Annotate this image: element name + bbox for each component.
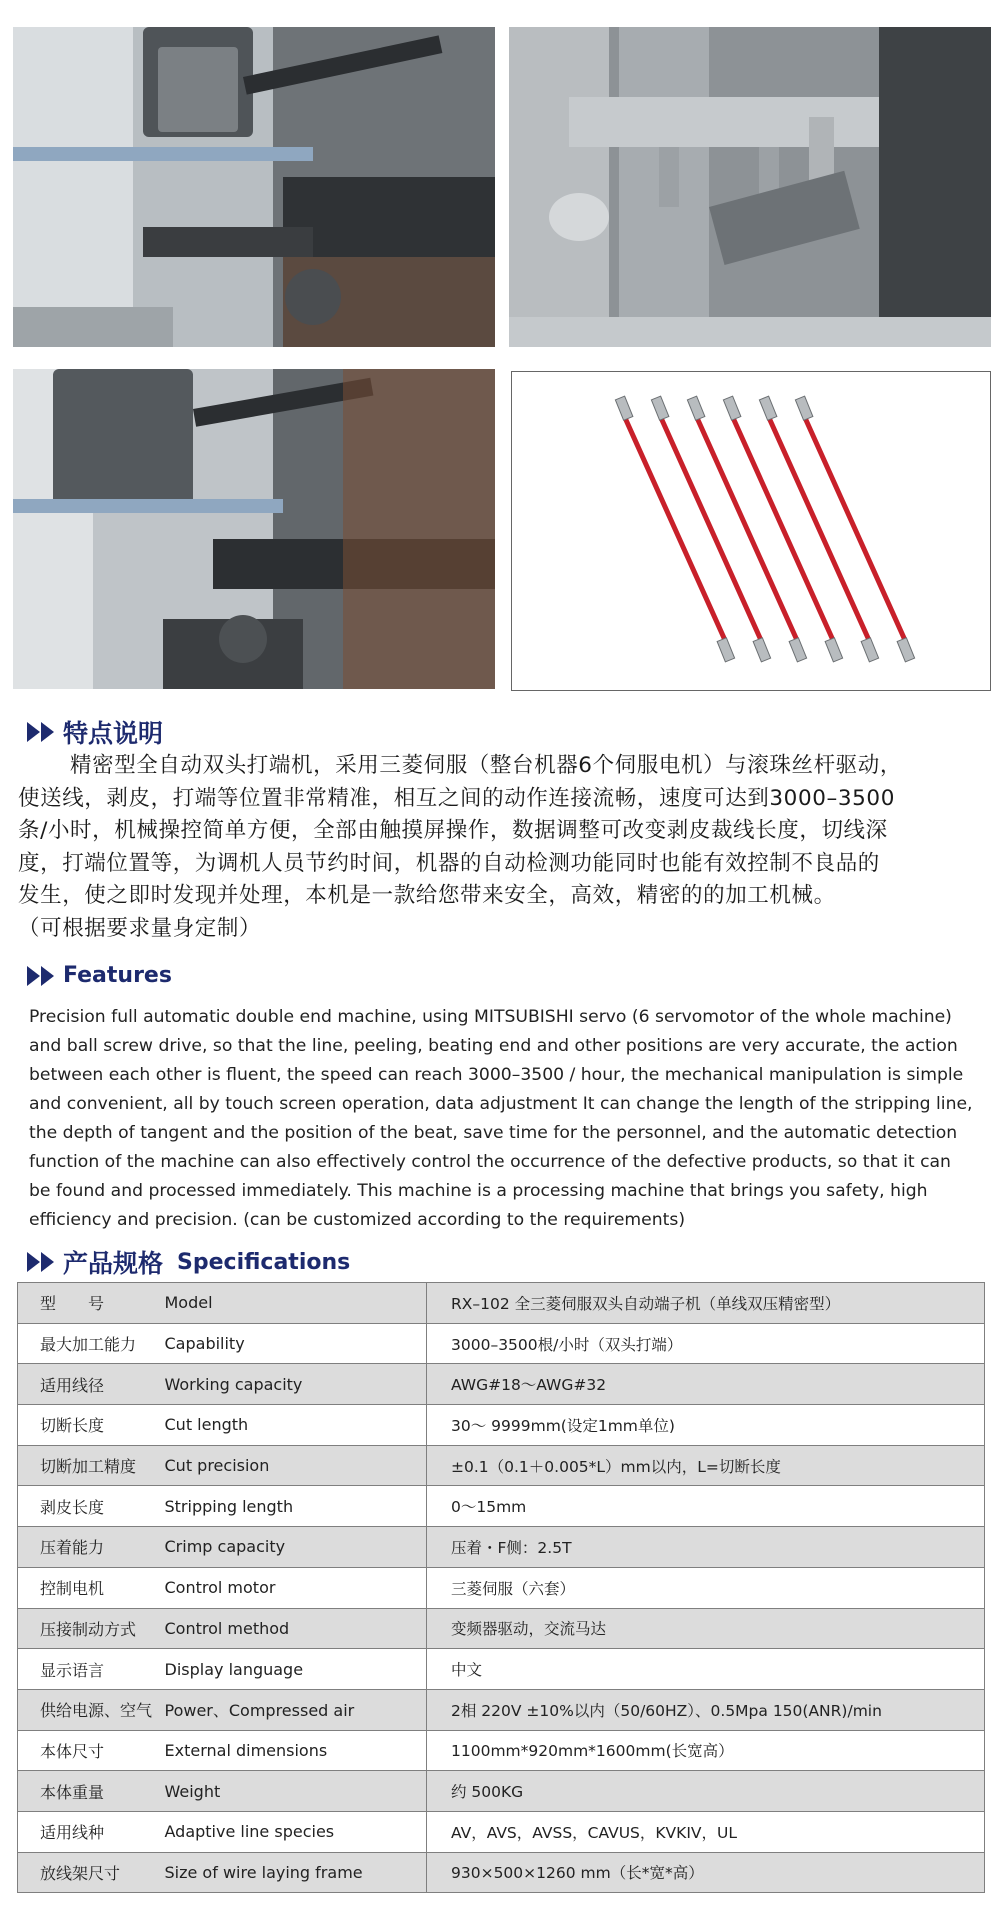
wire-harness	[615, 396, 734, 662]
spec-label-en: Model	[155, 1283, 427, 1324]
wire-harness	[723, 396, 842, 662]
spec-value: 约 500KG	[427, 1771, 985, 1812]
spec-label-en: Adaptive line species	[155, 1811, 427, 1852]
spec-label-en: Cut precision	[155, 1445, 427, 1486]
description-line: 使送线，剥皮，打端等位置非常精准，相互之间的动作连接流畅，速度可达到3000–3500	[18, 785, 895, 811]
spec-value: 0～15mm	[427, 1486, 985, 1527]
spec-value: 中文	[427, 1649, 985, 1690]
product-photo-wire-harness	[511, 371, 991, 691]
spec-label-cn: 压接制动方式	[18, 1608, 155, 1649]
wire-harness	[759, 396, 878, 662]
spec-row	[18, 1852, 985, 1893]
spec-label-cn: 本体重量	[18, 1771, 155, 1812]
wire-harness	[651, 396, 770, 662]
spec-value: 930×500×1260 mm（长*宽*高）	[427, 1852, 985, 1893]
machine-photo-crimp-head	[13, 27, 495, 347]
spec-label-cn: 本体尺寸	[18, 1730, 155, 1771]
description-line: and convenient, all by touch screen operation, data adjustment It can change the length of the stripping line,	[29, 1094, 973, 1114]
spec-label-cn: 型 号	[18, 1283, 155, 1324]
spec-label-en: External dimensions	[155, 1730, 427, 1771]
spec-label-cn: 适用线种	[18, 1811, 155, 1852]
spec-label-en: Working capacity	[155, 1364, 427, 1405]
spec-label-cn: 放线架尺寸	[18, 1852, 155, 1893]
spec-label-cn: 适用线径	[18, 1364, 155, 1405]
spec-label-cn: 显示语言	[18, 1649, 155, 1690]
section-heading-features-cn	[27, 714, 163, 750]
spec-label-en: Control method	[155, 1608, 427, 1649]
specifications-table	[17, 1282, 985, 1893]
spec-row	[18, 1771, 985, 1812]
spec-row	[18, 1649, 985, 1690]
spec-label-en: Cut length	[155, 1405, 427, 1446]
double-arrow-icon	[27, 966, 55, 986]
spec-value: 1100mm*920mm*1600mm(长宽高）	[427, 1730, 985, 1771]
spec-row	[18, 1486, 985, 1527]
spec-label-en: Control motor	[155, 1567, 427, 1608]
description-line: 条/小时，机械操控简单方便，全部由触摸屏操作，数据调整可改变剥皮裁线长度，切线深	[18, 818, 888, 843]
section-title: Features	[63, 963, 172, 988]
spec-label-en: Capability	[155, 1323, 427, 1364]
spec-value: AWG#18～AWG#32	[427, 1364, 985, 1405]
description-line: and ball screw drive, so that the line, peeling, beating end and other positions are very accurate, the action	[29, 1036, 958, 1056]
spec-value: 30～ 9999mm(设定1mm单位)	[427, 1405, 985, 1446]
spec-value: 变频器驱动，交流马达	[427, 1608, 985, 1649]
spec-row	[18, 1730, 985, 1771]
double-arrow-icon	[27, 722, 55, 742]
spec-value: 3000–3500根/小时（双头打端）	[427, 1323, 985, 1364]
spec-value: 压着・F侧：2.5T	[427, 1527, 985, 1568]
spec-label-cn: 切断加工精度	[18, 1445, 155, 1486]
spec-label-cn: 供给电源、空气	[18, 1689, 155, 1730]
spec-row	[18, 1811, 985, 1852]
double-arrow-icon	[27, 1252, 55, 1272]
spec-label-cn: 最大加工能力	[18, 1323, 155, 1364]
spec-label-cn: 切断长度	[18, 1405, 155, 1446]
spec-label-cn: 控制电机	[18, 1567, 155, 1608]
spec-value: 三菱伺服（六套）	[427, 1567, 985, 1608]
spec-value: 2相 220V ±10%以内（50/60HZ）、0.5Mpa 150(ANR)/min	[427, 1689, 985, 1730]
spec-row	[18, 1405, 985, 1446]
section-title-cn: 产品规格	[63, 1249, 164, 1278]
spec-value: AV，AVS，AVSS，CAVUS，KVKIV，UL	[427, 1811, 985, 1852]
section-title-en: Specifications	[177, 1249, 351, 1275]
description-line: between each other is fluent, the speed can reach 3000–3500 / hour, the mechanical manipulation is simple	[29, 1065, 964, 1085]
spec-label-en: Weight	[155, 1771, 427, 1812]
description-line: 发生，使之即时发现并处理，本机是一款给您带来安全，高效，精密的的加工机械。	[18, 883, 836, 908]
description-line: the depth of tangent and the position of the beat, save time for the personnel, and the automatic detection	[29, 1123, 958, 1143]
spec-label-en: Power、Compressed air	[155, 1689, 427, 1730]
spec-row	[18, 1689, 985, 1730]
spec-row	[18, 1323, 985, 1364]
spec-label-en: Display language	[155, 1649, 427, 1690]
spec-row	[18, 1445, 985, 1486]
section-title: 特点说明	[63, 719, 164, 748]
description-line: 度，打端位置等，为调机人员节约时间，机器的自动检测功能同时也能有效控制不良品的	[18, 850, 880, 876]
spec-label-cn: 剥皮长度	[18, 1486, 155, 1527]
description-line: be found and processed immediately. This machine is a processing machine that brings you safety, high	[29, 1181, 928, 1201]
description-line: efficiency and precision. (can be customized according to the requirements)	[29, 1210, 686, 1230]
description-en	[29, 1003, 1004, 1235]
description-line: function of the machine can also effectively control the occurrence of the defective products, so that it can	[29, 1152, 951, 1172]
description-cn	[18, 750, 993, 945]
section-heading-features-en	[27, 963, 172, 988]
spec-row	[18, 1283, 985, 1324]
machine-photo-crimp-head-detail	[13, 369, 495, 689]
spec-value: ±0.1（0.1＋0.005*L）mm以内，L=切断长度	[427, 1445, 985, 1486]
spec-value: RX–102 全三菱伺服双头自动端子机（单线双压精密型）	[427, 1283, 985, 1324]
wire-harness	[795, 396, 914, 662]
spec-label-en: Size of wire laying frame	[155, 1852, 427, 1893]
description-line: （可根据要求量身定制）	[18, 915, 262, 941]
spec-label-en: Stripping length	[155, 1486, 427, 1527]
spec-label-en: Crimp capacity	[155, 1527, 427, 1568]
description-line: Precision full automatic double end machine, using MITSUBISHI servo (6 servomotor of the whole machine)	[29, 1007, 952, 1027]
description-line: 精密型全自动双头打端机，采用三菱伺服（整台机器6个伺服电机）与滚珠丝杆驱动，	[70, 753, 902, 778]
spec-row	[18, 1567, 985, 1608]
spec-row	[18, 1608, 985, 1649]
section-heading-specifications	[27, 1244, 350, 1280]
spec-row	[18, 1527, 985, 1568]
spec-row	[18, 1364, 985, 1405]
wire-harness	[687, 396, 806, 662]
spec-label-cn: 压着能力	[18, 1527, 155, 1568]
machine-photo-gripper	[509, 27, 991, 347]
